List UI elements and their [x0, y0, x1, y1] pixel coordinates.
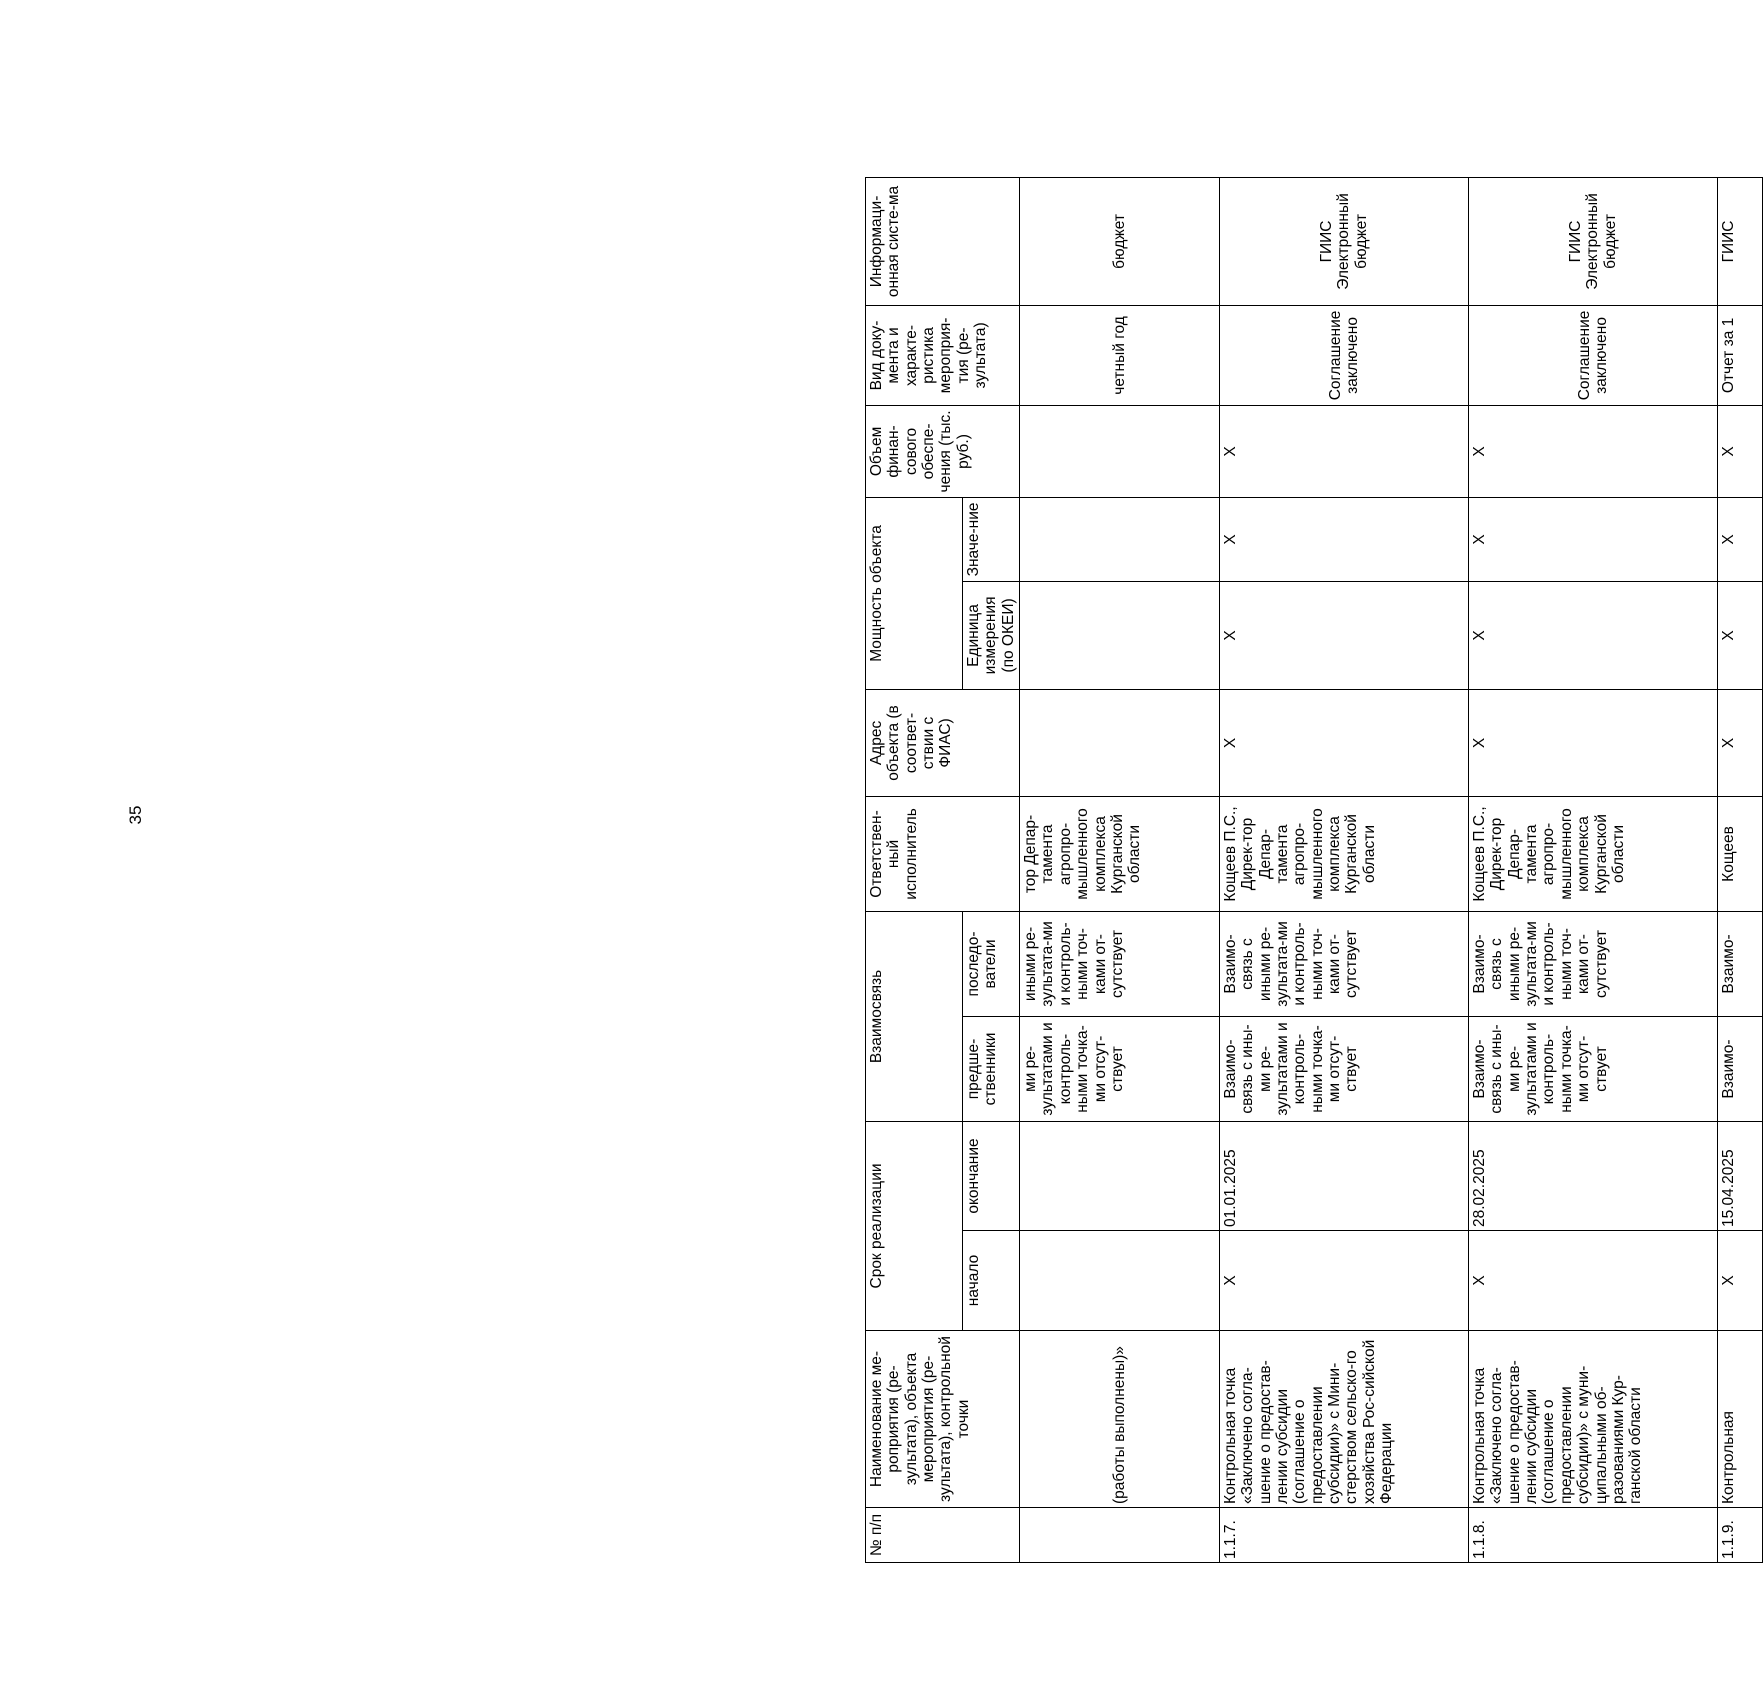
- header-capacity-unit: Единица измерения (по ОКЕИ): [963, 581, 1020, 689]
- header-link-prev: предше-ственники: [963, 1016, 1020, 1121]
- cell-name: (работы выполнены)»: [1020, 1331, 1220, 1508]
- cell-doc: Соглашение заключено: [1469, 305, 1718, 405]
- cell-end: [1020, 1121, 1220, 1230]
- table-row: [1469, 177, 1718, 1562]
- cell-num: [1020, 1508, 1220, 1563]
- cell-next: иными ре-зультата-ми и контроль-ными точ-ками от-сутствует: [1020, 911, 1220, 1016]
- cell-next: Взаимо-связь с иными ре-зультата-ми и контроль-ными точ-ками от-сутствует: [1219, 911, 1468, 1016]
- cell-doc: Отчет за 1: [1718, 305, 1763, 405]
- cell-prev: Взаимо-связь с ины-ми ре-зультатами и контроль-ными точка-ми отсут-ствует: [1469, 1016, 1718, 1121]
- cell-responsible: тор Депар-тамента агропро-мышленного комплекса Курганской области: [1020, 796, 1220, 911]
- cell-end: 01.01.2025: [1219, 1121, 1468, 1230]
- header-name: Наименование ме-роприятия (ре-зультата), объекта мероприятия (ре-зультата), контрольной точки: [866, 1331, 1020, 1508]
- cell-unit: X: [1469, 581, 1718, 689]
- cell-end: 28.02.2025: [1469, 1121, 1718, 1230]
- header-period-start: начало: [963, 1231, 1020, 1331]
- cell-name: Контрольная точка «Заключено согла-шение о предостав-лении субсидии (соглашение о предоставлении субсидии)» с муни-ципальными об-разованиями Кур-ганской области: [1469, 1331, 1718, 1508]
- cell-start: X: [1718, 1231, 1763, 1331]
- cell-address: X: [1469, 689, 1718, 796]
- table-row: [1718, 177, 1763, 1562]
- cell-start: [1020, 1231, 1220, 1331]
- table-row: [1219, 177, 1468, 1562]
- cell-next: Взаимо-связь с иными ре-зультата-ми и контроль-ными точ-ками от-сутствует: [1469, 911, 1718, 1016]
- header-info: Информаци-онная систе-ма: [866, 177, 1020, 305]
- header-link: Взаимосвязь: [866, 911, 963, 1121]
- header-num: № п/п: [866, 1508, 1020, 1563]
- cell-doc: Соглашение заключено: [1219, 305, 1468, 405]
- header-responsible: Ответствен-ный исполнитель: [866, 796, 1020, 911]
- cell-prev: Взаимо-: [1718, 1016, 1763, 1121]
- cell-info: ГИИС Электронный бюджет: [1469, 177, 1718, 305]
- cell-start: X: [1219, 1231, 1468, 1331]
- cell-value: X: [1219, 497, 1468, 581]
- plan-table: [865, 177, 1763, 1563]
- cell-finance: X: [1219, 405, 1468, 497]
- header-period: Срок реализации: [866, 1121, 963, 1330]
- cell-info: ГИИС Электронный бюджет: [1219, 177, 1468, 305]
- cell-prev: ми ре-зультатами и контроль-ными точка-ми отсут-ствует: [1020, 1016, 1220, 1121]
- header-address: Адрес объекта (в соответ-ствии с ФИАС): [866, 689, 1020, 796]
- cell-num: 1.1.7.: [1219, 1508, 1468, 1563]
- cell-unit: [1020, 581, 1220, 689]
- cell-name: Контрольная: [1718, 1331, 1763, 1508]
- cell-address: X: [1219, 689, 1468, 796]
- header-doc: Вид доку-мента и характе-ристика мероприя-тия (ре-зультата): [866, 305, 1020, 405]
- cell-end: 15.04.2025: [1718, 1121, 1763, 1230]
- header-link-next: последо-ватели: [963, 911, 1020, 1016]
- page-number: 35: [126, 805, 145, 825]
- cell-address: [1020, 689, 1220, 796]
- header-capacity: Мощность объекта: [866, 497, 963, 689]
- cell-value: X: [1718, 497, 1763, 581]
- cell-responsible: Кощеев П.С., Дирек-тор Депар-тамента агропро-мышленного комплекса Курганской области: [1469, 796, 1718, 911]
- cell-num: 1.1.8.: [1469, 1508, 1718, 1563]
- cell-info: бюджет: [1020, 177, 1220, 305]
- cell-doc: четный год: [1020, 305, 1220, 405]
- cell-finance: [1020, 405, 1220, 497]
- cell-unit: X: [1718, 581, 1763, 689]
- header-period-end: окончание: [963, 1121, 1020, 1230]
- table-row: [1020, 177, 1220, 1562]
- header-finance: Объем финан-сового обеспе-чения (тыс. руб.): [866, 405, 1020, 497]
- header-row-1: [866, 177, 963, 1562]
- cell-value: [1020, 497, 1220, 581]
- cell-responsible: Кощеев П.С., Дирек-тор Депар-тамента агропро-мышленного комплекса Курганской области: [1219, 796, 1468, 911]
- cell-num: 1.1.9.: [1718, 1508, 1763, 1563]
- cell-start: X: [1469, 1231, 1718, 1331]
- cell-info: ГИИС: [1718, 177, 1763, 305]
- cell-name: Контрольная точка «Заключено согла-шение о предостав-лении субсидии (соглашение о предоставлении субсидии)» с Мини-стерством сельско-го хозяйства Рос-сийской Федерации: [1219, 1331, 1468, 1508]
- cell-unit: X: [1219, 581, 1468, 689]
- cell-finance: X: [1718, 405, 1763, 497]
- cell-responsible: Кощеев: [1718, 796, 1763, 911]
- cell-address: X: [1718, 689, 1763, 796]
- cell-finance: X: [1469, 405, 1718, 497]
- cell-prev: Взаимо-связь с ины-ми ре-зультатами и контроль-ными точка-ми отсут-ствует: [1219, 1016, 1468, 1121]
- rotated-table-container: [865, 178, 1763, 1563]
- cell-value: X: [1469, 497, 1718, 581]
- header-capacity-value: Значе-ние: [963, 497, 1020, 581]
- cell-next: Взаимо-: [1718, 911, 1763, 1016]
